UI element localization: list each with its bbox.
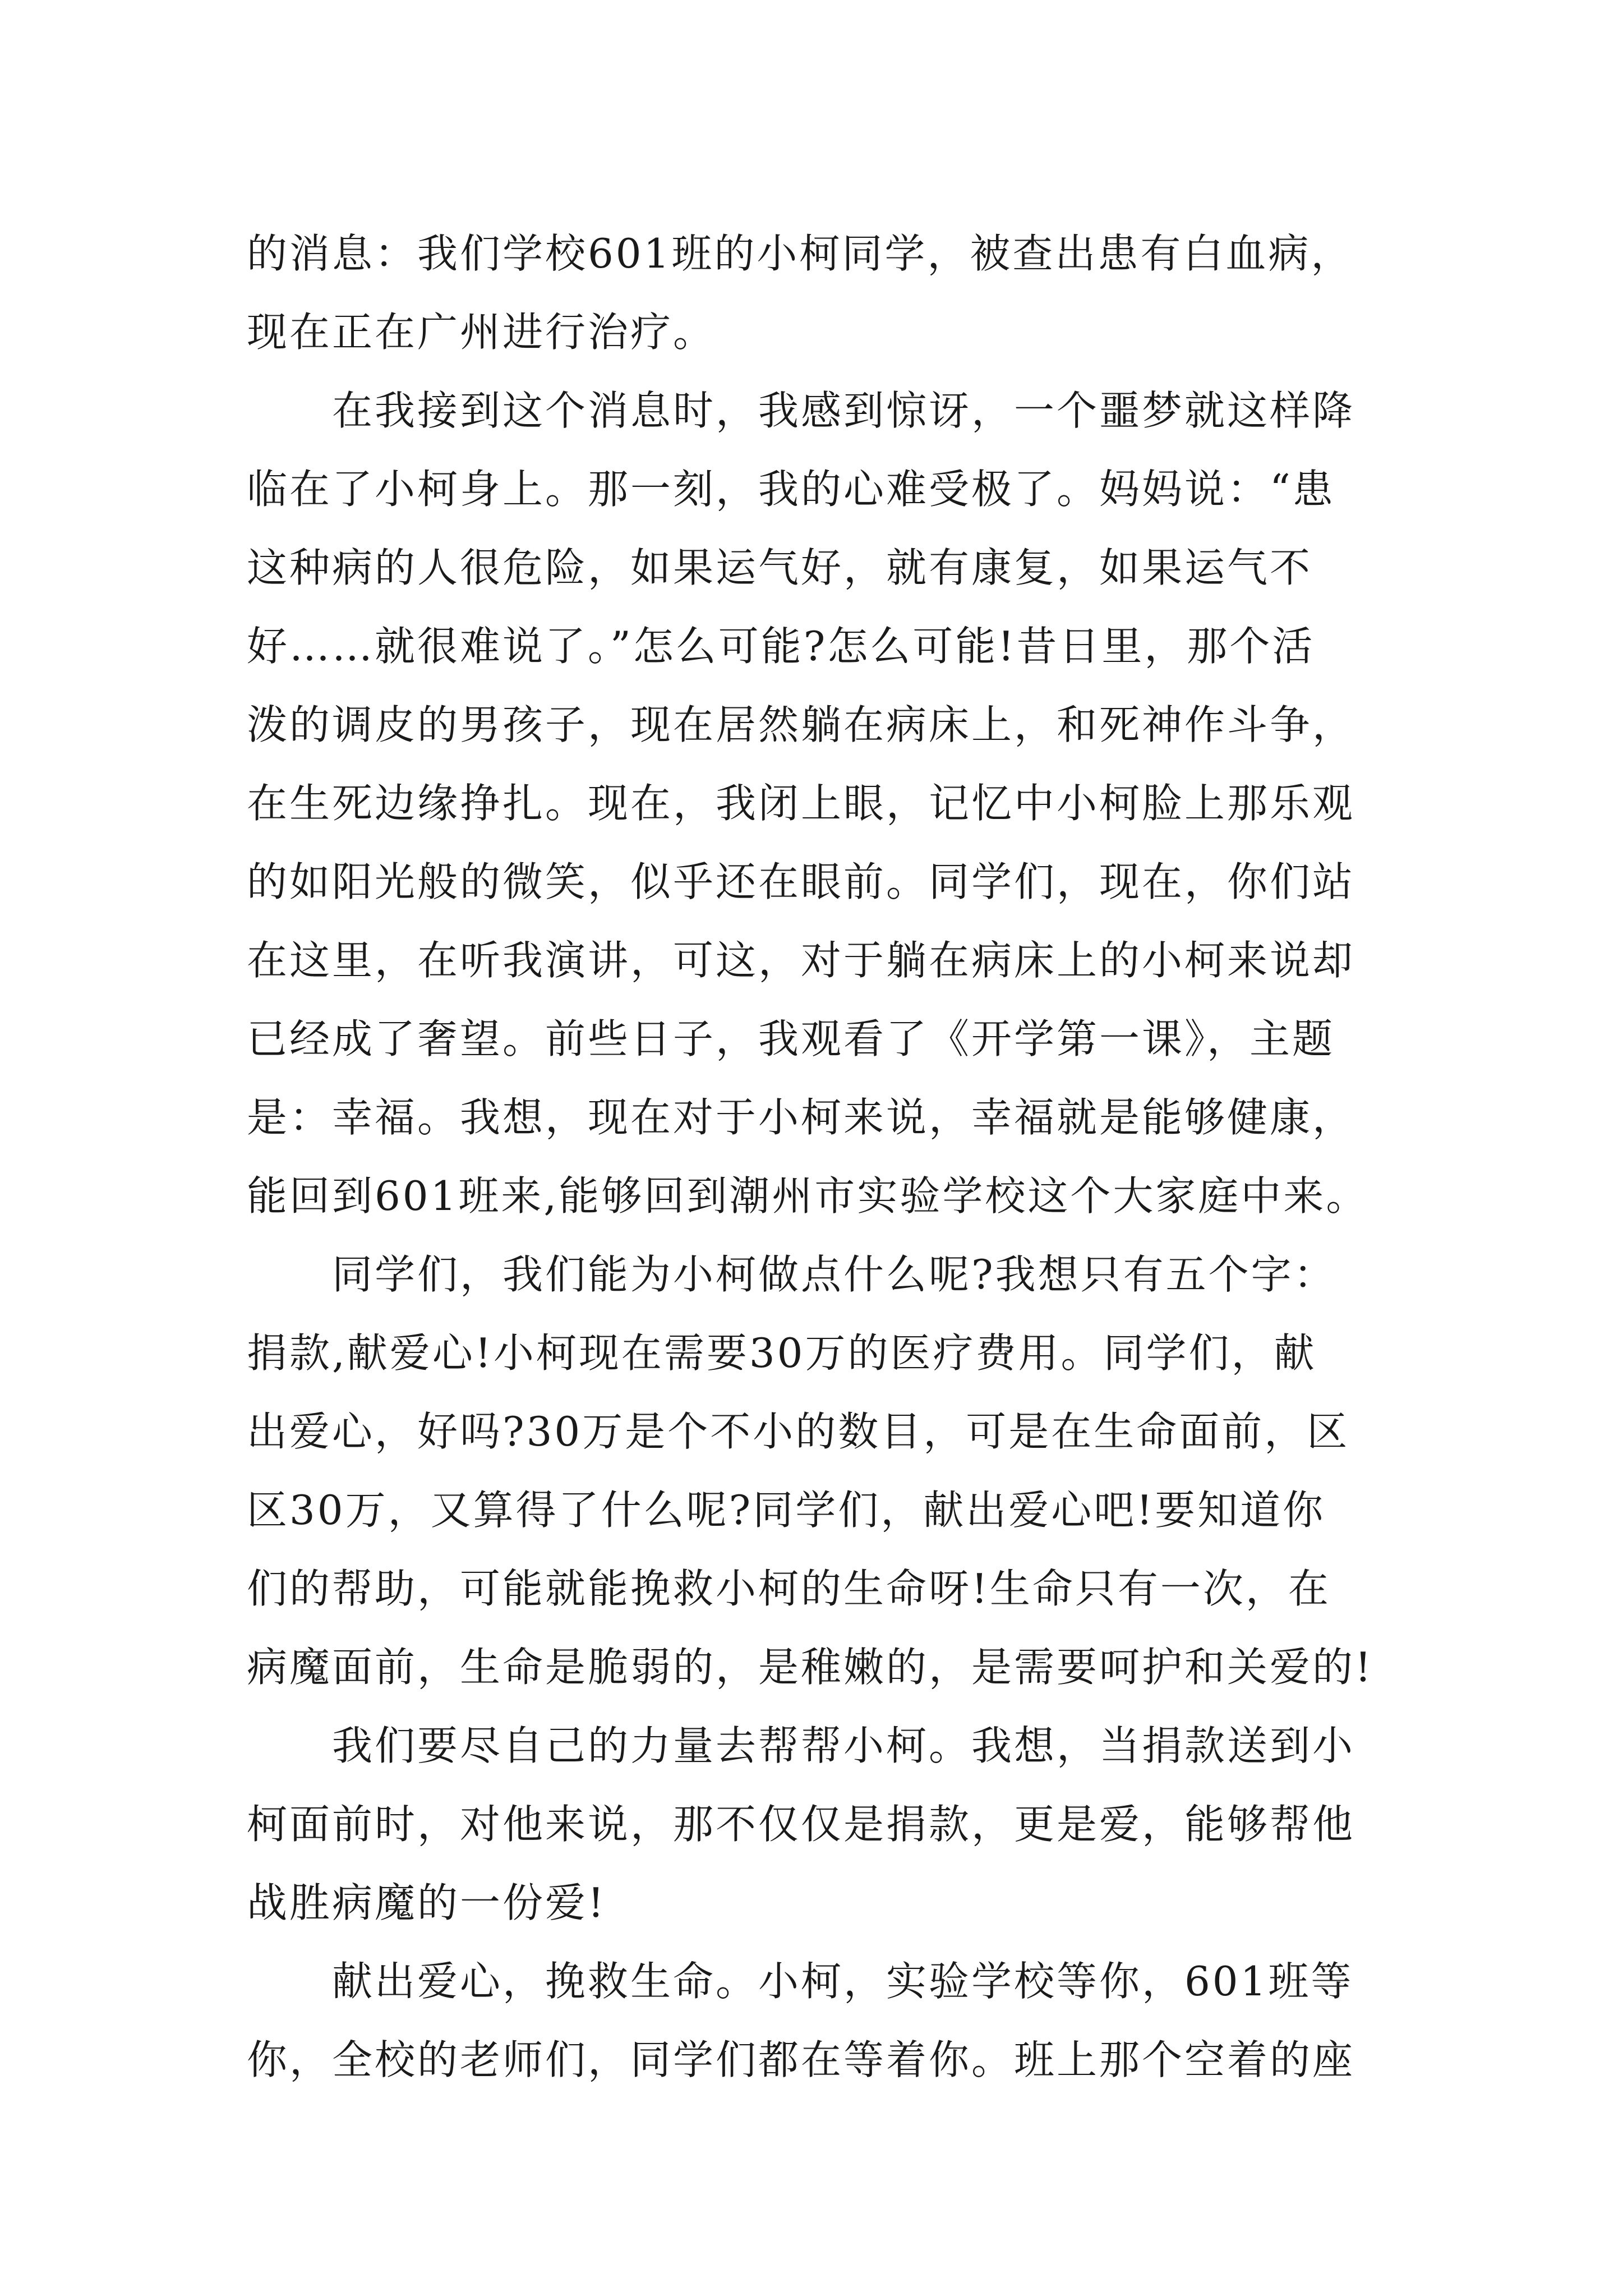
text-line: 你，全校的老师们，同学们都在等着你。班上那个空着的座 <box>247 2036 1355 2083</box>
text-line: 泼的调皮的男孩子，现在居然躺在病床上，和死神作斗争， <box>247 701 1355 748</box>
text-line: 好……就很难说了。”怎么可能?怎么可能!昔日里，那个活 <box>247 623 1315 670</box>
text-line: 在生死边缘挣扎。现在，我闭上眼，记忆中小柯脸上那乐观 <box>247 780 1355 827</box>
text-line: 出爱心，好吗?30万是个不小的数目，可是在生命面前，区 <box>247 1408 1350 1455</box>
text-line: 病魔面前，生命是脆弱的，是稚嫩的，是需要呵护和关爱的! <box>247 1644 1373 1691</box>
text-line: 区30万，又算得了什么呢?同学们，献出爱心吧!要知道你 <box>247 1487 1326 1534</box>
text-line: 是：幸福。我想，现在对于小柯来说，幸福就是能够健康， <box>247 1094 1355 1141</box>
text-line: 已经成了奢望。前些日子，我观看了《开学第一课》，主题 <box>247 1015 1335 1062</box>
text-line: 现在正在广州进行治疗。 <box>247 309 716 356</box>
text-line: 柯面前时，对他来说，那不仅仅是捐款，更是爱，能够帮他 <box>247 1801 1355 1848</box>
text-line: 在我接到这个消息时，我感到惊讶，一个噩梦就这样降 <box>247 387 1355 434</box>
document-body <box>247 214 1391 2099</box>
text-line: 临在了小柯身上。那一刻，我的心难受极了。妈妈说：“患 <box>247 466 1335 513</box>
text-line: 捐款,献爱心!小柯现在需要30万的医疗费用。同学们，献 <box>247 1329 1317 1377</box>
text-line: 在这里，在听我演讲，可这，对于躺在病床上的小柯来说却 <box>247 937 1355 984</box>
text-line: 这种病的人很危险，如果运气好，就有康复，如果运气不 <box>247 544 1313 591</box>
text-line: 同学们，我们能为小柯做点什么呢?我想只有五个字： <box>247 1251 1336 1298</box>
text-line: 战胜病魔的一份爱! <box>247 1879 606 1926</box>
text-line: 献出爱心，挽救生命。小柯，实验学校等你，601班等 <box>247 1958 1354 2005</box>
text-line: 的如阳光般的微笑，似乎还在眼前。同学们，现在，你们站 <box>247 858 1355 905</box>
text-line: 我们要尽自己的力量去帮帮小柯。我想，当捐款送到小 <box>247 1722 1355 1769</box>
text-line: 能回到601班来,能够回到潮州市实验学校这个大家庭中来。 <box>247 1172 1369 1220</box>
text-line: 们的帮助，可能就能挽救小柯的生命呀!生命只有一次，在 <box>247 1565 1331 1612</box>
text-line: 的消息：我们学校601班的小柯同学，被查出患有白血病， <box>247 230 1354 277</box>
